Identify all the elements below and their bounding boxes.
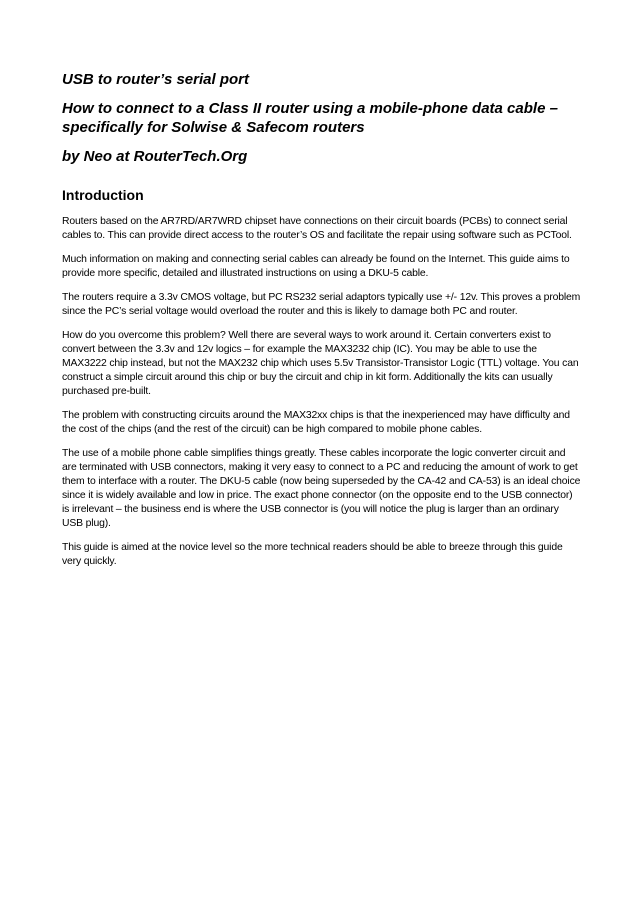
paragraph-guide-level: This guide is aimed at the novice level so the more technical readers should be able to breeze through this guide very quickly. bbox=[62, 542, 563, 567]
document-author: by Neo at RouterTech.Org bbox=[62, 148, 248, 165]
paragraph-converters: How do you overcome this problem? Well there are several ways to work around it. Certain converters exist to convert between the 3.3v and 12v logics – for example the MAX3232 chip (IC). You may be able to use the MAX3222 chip instead, but not the MAX232 chip which uses 5.5v Transistor-Transistor Logic (TTL) voltage. You can construct a simple circuit around this chip or buy the circuit and chip in kit form. Additionally the kits can usually purchased pre-built. bbox=[62, 330, 579, 397]
section-heading-introduction: Introduction bbox=[62, 187, 144, 203]
paragraph-max32xx-problem: The problem with constructing circuits around the MAX32xx chips is that the inexperienced may have difficulty and the cost of the chips (and the rest of the circuit) can be high compared to mobile phone cables. bbox=[62, 410, 570, 435]
document-subtitle: How to connect to a Class II router using a mobile-phone data cable – specifically for Solwise & Safecom routers bbox=[62, 100, 558, 136]
paragraph-routers-chipset: Routers based on the AR7RD/AR7WRD chipset have connections on their circuit boards (PCBs) to connect serial cables to. This can provide direct access to the router’s OS and facilitate the repair using software such as PCTool. bbox=[62, 216, 572, 241]
document-title: USB to router’s serial port bbox=[62, 71, 249, 88]
paragraph-voltage-problem: The routers require a 3.3v CMOS voltage, but PC RS232 serial adaptors typically use +/- 12v. This proves a problem since the PC’s serial voltage would overload the router and this is likely to damage both PC and router. bbox=[62, 292, 581, 317]
paragraph-serial-cables-info: Much information on making and connecting serial cables can already be found on the Internet. This guide aims to provide more specific, detailed and illustrated instructions on using a DKU-5 cable. bbox=[62, 254, 570, 279]
paragraph-mobile-phone-cable: The use of a mobile phone cable simplifies things greatly. These cables incorporate the logic converter circuit and are terminated with USB connectors, making it very easy to connect to a PC and reducing the amount of work to get them to interface with a router. The DKU-5 cable (now being superseded by the CA-42 and CA-53) is an ideal choice since it is widely available and low in price. The exact phone connector (on the opposite end to the USB connector) is irrelevant – the business end is where the USB connector is (you will notice the plug is larger than an ordinary USB plug). bbox=[62, 448, 581, 529]
document-page bbox=[62, 70, 582, 579]
